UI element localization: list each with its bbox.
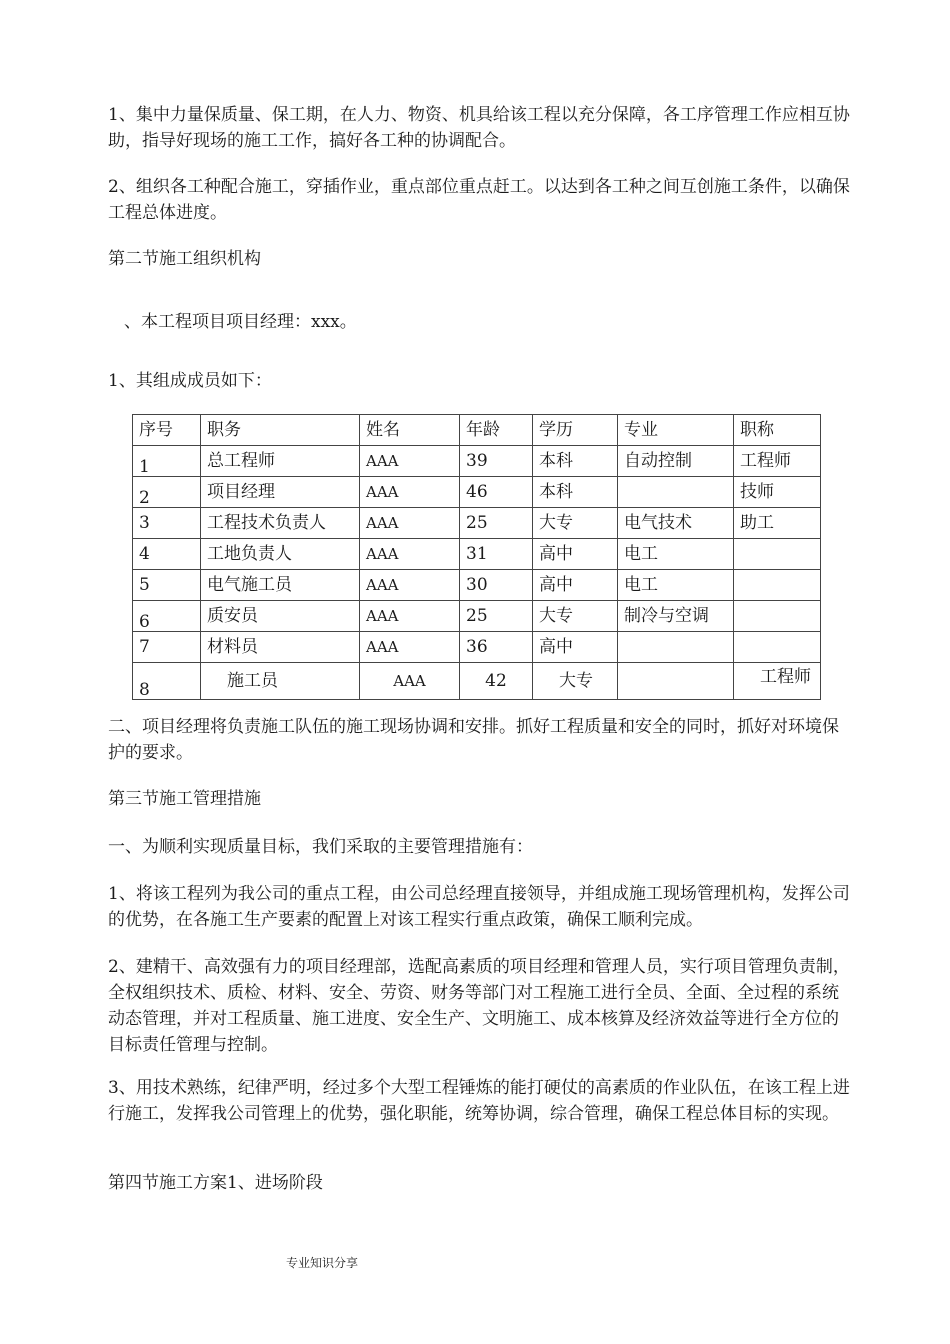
table-cell: 本科 xyxy=(533,446,618,477)
section-heading-3: 第三节施工管理措施 xyxy=(108,789,261,809)
header-cell: 职称 xyxy=(734,415,821,446)
project-manager-line: 、本工程项目项目经理：xxx。 xyxy=(124,312,357,332)
table-cell: 本科 xyxy=(533,477,618,508)
cut-off-title: 工程师 xyxy=(760,667,811,687)
table-cell: 制冷与空调 xyxy=(618,601,734,632)
table-cell: 技师 xyxy=(734,477,821,508)
table-row xyxy=(133,446,821,477)
table-cell: AAA xyxy=(360,446,460,477)
table-cell: 2 xyxy=(133,477,201,508)
table-cell: 大专 xyxy=(533,508,618,539)
header-cell: 年龄 xyxy=(460,415,533,446)
table-cell: AAA xyxy=(360,477,460,508)
table-cell: 25 xyxy=(460,601,533,632)
table-cell: 质安员 xyxy=(201,601,360,632)
table-cell: 总工程师 xyxy=(201,446,360,477)
header-cell: 姓名 xyxy=(360,415,460,446)
table-cell: AAA xyxy=(360,663,460,700)
table-cell: 7 xyxy=(133,632,201,663)
header-cell: 专业 xyxy=(618,415,734,446)
table-cell xyxy=(734,570,821,601)
header-cell: 序号 xyxy=(133,415,201,446)
table-cell: 30 xyxy=(460,570,533,601)
table-cell: 施工员 xyxy=(201,663,360,700)
paragraph-5: 1、将该工程列为我公司的重点工程，由公司总经理直接领导，并组成施工现场管理机构，发挥公司的优势，在各施工生产要素的配置上对该工程实行重点政策，确保工顺利完成。 xyxy=(108,884,850,930)
table-cell: 工程技术负责人 xyxy=(201,508,360,539)
paragraph-7: 3、用技术熟练，纪律严明，经过多个大型工程锤炼的能打硬仗的高素质的作业队伍，在该工程上进行施工，发挥我公司管理上的优势，强化职能，统筹协调，综合管理，确保工程总体目标的实现。 xyxy=(108,1078,850,1124)
table-cell xyxy=(618,663,734,700)
table-cell: AAA xyxy=(360,508,460,539)
table-header-row xyxy=(133,415,821,446)
table-cell xyxy=(734,632,821,663)
table-cell: 自动控制 xyxy=(618,446,734,477)
table-cell: 材料员 xyxy=(201,632,360,663)
table-cell: 46 xyxy=(460,477,533,508)
page-footer: 专业知识分享 xyxy=(286,1256,359,1270)
table-cell: 电工 xyxy=(618,570,734,601)
section-heading-4: 第四节施工方案1、进场阶段 xyxy=(108,1173,323,1193)
table-cell: 8 xyxy=(133,663,201,700)
table-cell: 42 xyxy=(460,663,533,700)
table-cell: 电气技术 xyxy=(618,508,734,539)
table-cell: AAA xyxy=(360,601,460,632)
table-cell: 大专 xyxy=(533,601,618,632)
table-cell: 工程师 xyxy=(734,446,821,477)
table-cell: 工地负责人 xyxy=(201,539,360,570)
table-cell xyxy=(734,601,821,632)
table-cell: 大专 xyxy=(533,663,618,700)
table-cell: 电气施工员 xyxy=(201,570,360,601)
paragraph-1: 1、集中力量保质量、保工期，在人力、物资、机具给该工程以充分保障，各工序管理工作应相互协助，指导好现场的施工工作，搞好各工种的协调配合。 xyxy=(108,105,850,151)
paragraph-6: 2、建精干、高效强有力的项目经理部，选配高素质的项目经理和管理人员，实行项目管理负责制，全权组织技术、质检、材料、安全、劳资、财务等部门对工程施工进行全员、全面、全过程的系统动态管理，并对工程质量、施工进度、安全生产、文明施工、成本核算及经济效益等进行全方位的目标责任管理与控制。 xyxy=(108,957,850,1055)
table-cell: AAA xyxy=(360,570,460,601)
table-cell xyxy=(734,539,821,570)
table-row xyxy=(133,601,821,632)
table-cell: AAA xyxy=(360,539,460,570)
table-cell: 1 xyxy=(133,446,201,477)
table-row xyxy=(133,477,821,508)
table-cell: 6 xyxy=(133,601,201,632)
table-cell: 25 xyxy=(460,508,533,539)
table-row xyxy=(133,539,821,570)
table-cell: 高中 xyxy=(533,539,618,570)
table-cell: 31 xyxy=(460,539,533,570)
table-cell: 5 xyxy=(133,570,201,601)
paragraph-2: 2、组织各工种配合施工，穿插作业，重点部位重点赶工。以达到各工种之间互创施工条件，以确保工程总体进度。 xyxy=(108,177,850,223)
header-cell: 职务 xyxy=(201,415,360,446)
section-heading-2: 第二节施工组织机构 xyxy=(108,249,261,269)
table-row xyxy=(133,632,821,663)
members-intro: 1、其组成成员如下： xyxy=(108,371,272,391)
table-cell: 4 xyxy=(133,539,201,570)
table-row xyxy=(133,508,821,539)
table-cell xyxy=(618,632,734,663)
table-cell: 项目经理 xyxy=(201,477,360,508)
header-cell: 学历 xyxy=(533,415,618,446)
table-row xyxy=(133,570,821,601)
table-row xyxy=(133,663,821,700)
table-cell: 高中 xyxy=(533,632,618,663)
paragraph-3: 二、项目经理将负责施工队伍的施工现场协调和安排。抓好工程质量和安全的同时，抓好对环境保护的要求。 xyxy=(108,717,839,763)
table-cell: 36 xyxy=(460,632,533,663)
table-cell xyxy=(618,477,734,508)
table-cell: 电工 xyxy=(618,539,734,570)
staff-table xyxy=(132,414,821,700)
table-cell: AAA xyxy=(360,632,460,663)
table-cell: 3 xyxy=(133,508,201,539)
table-cell: 高中 xyxy=(533,570,618,601)
table-cell xyxy=(734,663,821,700)
paragraph-4: 一、为顺利实现质量目标，我们采取的主要管理措施有： xyxy=(108,837,533,857)
table-cell: 助工 xyxy=(734,508,821,539)
table-cell: 39 xyxy=(460,446,533,477)
